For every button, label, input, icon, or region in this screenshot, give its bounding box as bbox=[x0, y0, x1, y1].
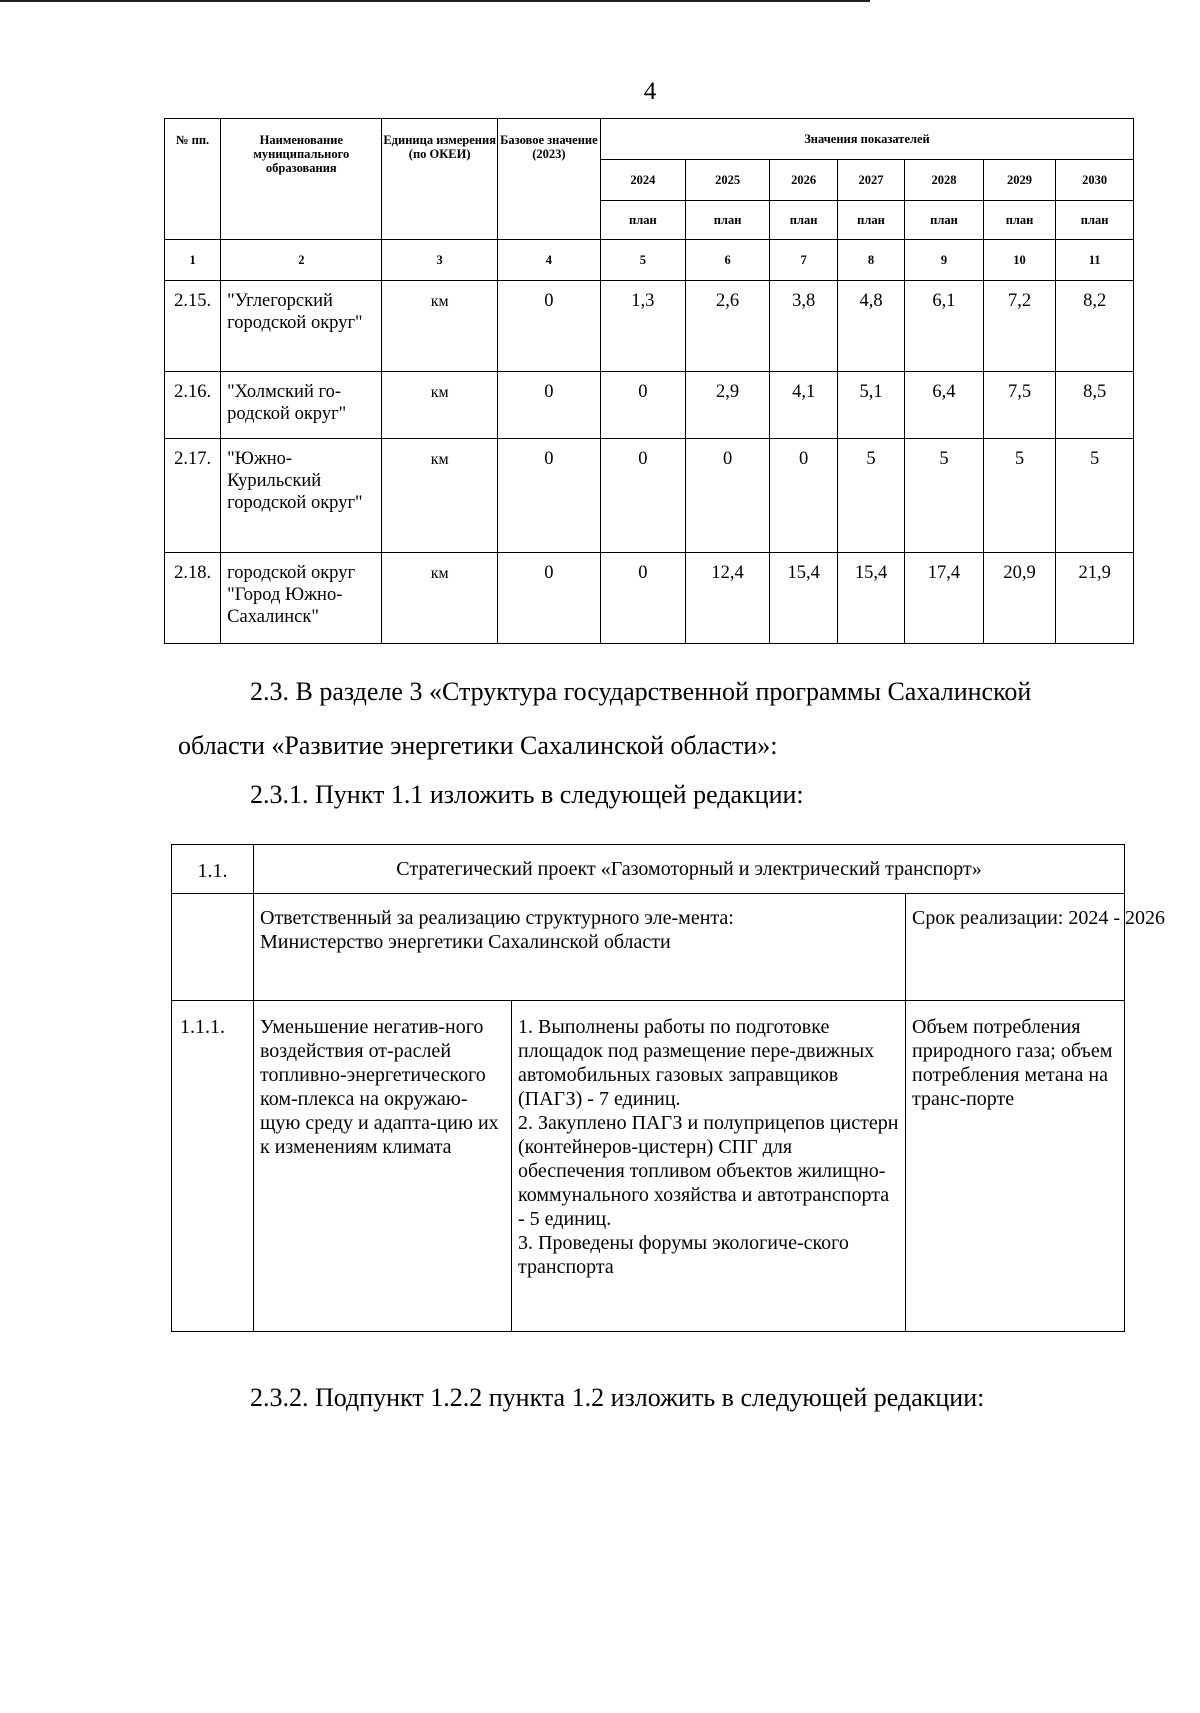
row-value: 7,2 bbox=[983, 281, 1055, 372]
row-unit: км bbox=[382, 281, 497, 372]
row-value: 8,2 bbox=[1056, 281, 1134, 372]
row-unit: км bbox=[382, 553, 497, 644]
row-value: 6,1 bbox=[905, 281, 984, 372]
row-value: 7,5 bbox=[983, 372, 1055, 439]
table-row bbox=[165, 281, 1134, 372]
row-value: 5 bbox=[983, 439, 1055, 553]
row-base: 0 bbox=[497, 553, 600, 644]
task-num: 1.1.1. bbox=[172, 1001, 254, 1332]
row-value: 0 bbox=[685, 439, 770, 553]
header-num: № пп. bbox=[165, 119, 221, 240]
row-value: 12,4 bbox=[685, 553, 770, 644]
row-value: 15,4 bbox=[837, 553, 904, 644]
header-plan: план bbox=[685, 201, 770, 240]
column-number: 1 bbox=[165, 240, 221, 281]
row-value: 0 bbox=[600, 439, 685, 553]
row-value: 2,9 bbox=[685, 372, 770, 439]
row-name: "Углегорский городской округ" bbox=[221, 281, 382, 372]
row-num: 2.17. bbox=[165, 439, 221, 553]
header-name: Наименование муниципального образования bbox=[221, 119, 382, 240]
row-value: 17,4 bbox=[905, 553, 984, 644]
row-value: 0 bbox=[600, 372, 685, 439]
header-year: 2026 bbox=[770, 160, 837, 201]
row-value: 15,4 bbox=[770, 553, 837, 644]
column-number: 11 bbox=[1056, 240, 1134, 281]
row-name: городской округ "Город Южно-Сахалинск" bbox=[221, 553, 382, 644]
table-row bbox=[165, 372, 1134, 439]
row-num: 2.15. bbox=[165, 281, 221, 372]
header-plan: план bbox=[1056, 201, 1134, 240]
row-base: 0 bbox=[497, 281, 600, 372]
row-unit: км bbox=[382, 372, 497, 439]
header-base: Базовое значение (2023) bbox=[497, 119, 600, 240]
task-result-item: 2. Закуплено ПАГЗ и полуприцепов цистерн (контейнеров-цистерн) СПГ для обеспечения топливом объектов жилищно-коммунального хозяйства и автотранспорта - 5 единиц. bbox=[518, 1112, 899, 1230]
task-results bbox=[512, 1001, 906, 1332]
header-plan: план bbox=[983, 201, 1055, 240]
row-value: 2,6 bbox=[685, 281, 770, 372]
row-unit: км bbox=[382, 439, 497, 553]
header-year: 2027 bbox=[837, 160, 904, 201]
row-num: 2.18. bbox=[165, 553, 221, 644]
row-value: 4,8 bbox=[837, 281, 904, 372]
task-result-item: 1. Выполнены работы по подготовке площадок под размещение пере-движных автомобильных газовых заправщиков (ПАГЗ) - 7 единиц. bbox=[518, 1016, 875, 1110]
header-unit: Единица измерения (по ОКЕИ) bbox=[382, 119, 497, 240]
empty-cell bbox=[172, 894, 254, 1001]
column-number: 6 bbox=[685, 240, 770, 281]
header-plan: план bbox=[770, 201, 837, 240]
column-number: 9 bbox=[905, 240, 984, 281]
task-result-item: 3. Проведены форумы экологиче-ского транспорта bbox=[518, 1232, 849, 1278]
task-name: Уменьшение негатив-ного воздействия от-раслей топливно-энергетического ком-плекса на окружаю-щую среду и адапта-цию их к изменениям климата bbox=[254, 1001, 512, 1332]
project-table bbox=[171, 844, 1166, 1332]
top-edge-line bbox=[0, 0, 870, 2]
header-year: 2028 bbox=[905, 160, 984, 201]
row-value: 0 bbox=[770, 439, 837, 553]
column-number-row bbox=[165, 240, 1134, 281]
column-number: 3 bbox=[382, 240, 497, 281]
header-year: 2030 bbox=[1056, 160, 1134, 201]
paragraph-section-2-3: 2.3. В разделе 3 «Структура государственной программы Сахалинской bbox=[250, 677, 1032, 706]
row-value: 5,1 bbox=[837, 372, 904, 439]
row-value: 4,1 bbox=[770, 372, 837, 439]
row-name: "Южно-Курильский городской округ" bbox=[221, 439, 382, 553]
table-row bbox=[165, 439, 1134, 553]
header-plan: план bbox=[905, 201, 984, 240]
indicator-table bbox=[164, 118, 1134, 644]
row-value: 5 bbox=[837, 439, 904, 553]
project-term: Срок реализации: 2024 - 2026 bbox=[906, 894, 1125, 1001]
project-responsible bbox=[254, 894, 906, 1001]
header-plan: план bbox=[600, 201, 685, 240]
page-number: 4 bbox=[643, 78, 657, 105]
row-value: 3,8 bbox=[770, 281, 837, 372]
project-responsible-text: Ответственный за реализацию структурного эле-мента: Министерство энергетики Сахалинской области bbox=[260, 907, 734, 953]
header-year: 2029 bbox=[983, 160, 1055, 201]
paragraph-item-2-3-2: 2.3.2. Подпункт 1.2.2 пункта 1.2 изложить в следующей редакции: bbox=[250, 1383, 985, 1412]
row-value: 8,5 bbox=[1056, 372, 1134, 439]
row-value: 5 bbox=[905, 439, 984, 553]
row-value: 1,3 bbox=[600, 281, 685, 372]
header-values-group: Значения показателей bbox=[600, 119, 1133, 160]
row-base: 0 bbox=[497, 439, 600, 553]
column-number: 2 bbox=[221, 240, 382, 281]
row-value: 5 bbox=[1056, 439, 1134, 553]
column-number: 7 bbox=[770, 240, 837, 281]
paragraph-item-2-3-1: 2.3.1. Пункт 1.1 изложить в следующей редакции: bbox=[250, 780, 804, 809]
column-number: 8 bbox=[837, 240, 904, 281]
project-num: 1.1. bbox=[172, 845, 254, 894]
table-row bbox=[165, 553, 1134, 644]
row-value: 6,4 bbox=[905, 372, 984, 439]
column-number: 5 bbox=[600, 240, 685, 281]
paragraph-section-2-3-cont: области «Развитие энергетики Сахалинской области»: bbox=[178, 731, 778, 760]
column-number: 10 bbox=[983, 240, 1055, 281]
task-indicators: Объем потребления природного газа; объем потребления метана на транс-порте bbox=[906, 1001, 1125, 1332]
row-num: 2.16. bbox=[165, 372, 221, 439]
column-number: 4 bbox=[497, 240, 600, 281]
row-value: 0 bbox=[600, 553, 685, 644]
header-year: 2024 bbox=[600, 160, 685, 201]
row-name: "Холмский го-родской округ" bbox=[221, 372, 382, 439]
header-plan: план bbox=[837, 201, 904, 240]
row-base: 0 bbox=[497, 372, 600, 439]
project-title: Стратегический проект «Газомоторный и электрический транспорт» bbox=[254, 845, 1125, 894]
header-year: 2025 bbox=[685, 160, 770, 201]
row-value: 20,9 bbox=[983, 553, 1055, 644]
row-value: 21,9 bbox=[1056, 553, 1134, 644]
